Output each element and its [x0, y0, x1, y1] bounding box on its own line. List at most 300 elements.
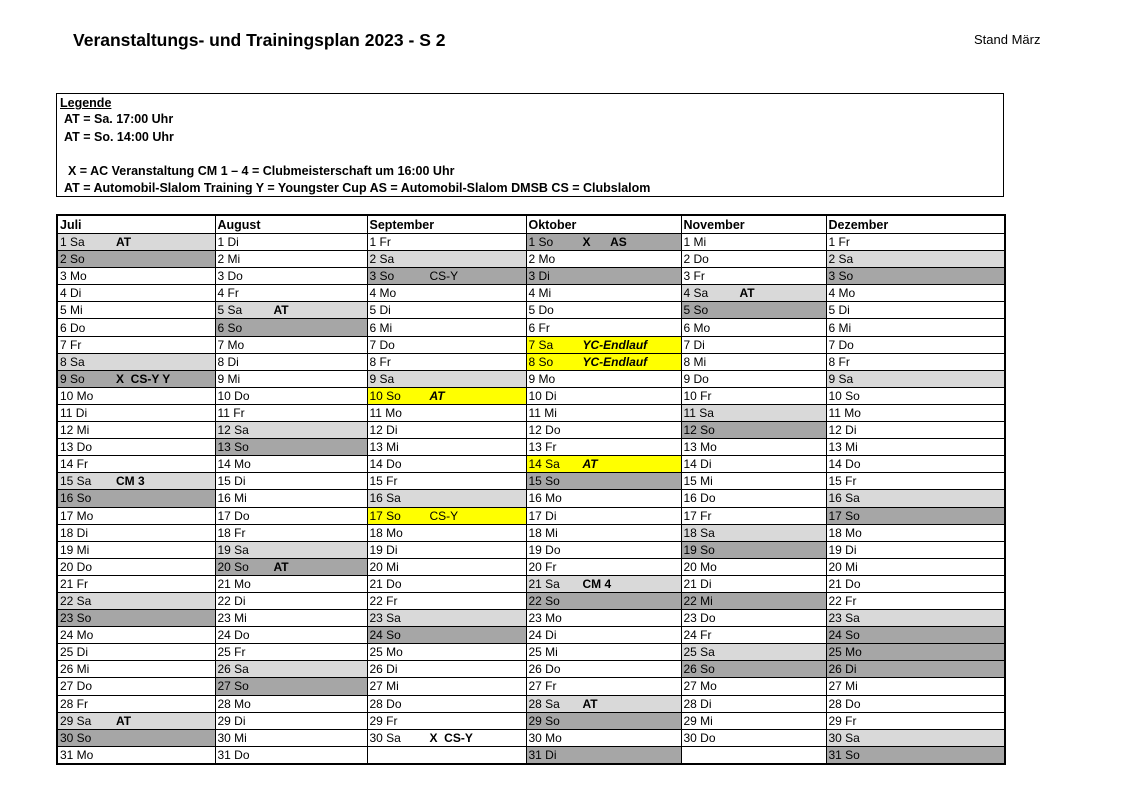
day-cell — [826, 712, 1005, 729]
day-label: 3 So — [828, 269, 854, 284]
day-label: 30 Sa — [369, 730, 401, 745]
day-label: 19 Do — [528, 542, 561, 557]
day-label: 7 Fr — [60, 337, 82, 352]
day-cell — [57, 336, 215, 353]
legend-title: Legende — [60, 96, 112, 110]
event-note: AT — [582, 696, 598, 711]
day-label: 22 Fr — [369, 594, 398, 609]
day-label: 21 Di — [683, 576, 712, 591]
day-cell — [526, 712, 681, 729]
table-row — [57, 319, 1005, 336]
day-label: 5 Sa — [217, 303, 243, 318]
table-row — [57, 541, 1005, 558]
day-cell — [826, 353, 1005, 370]
day-label: 25 Di — [60, 645, 89, 660]
day-cell — [826, 575, 1005, 592]
day-label: 17 Fr — [683, 508, 712, 523]
day-label: 10 Di — [528, 388, 557, 403]
day-label: 27 Fr — [528, 679, 557, 694]
day-label: 16 Mo — [528, 491, 562, 506]
day-label: 11 Sa — [683, 405, 714, 420]
event-note: AT — [429, 388, 445, 403]
day-cell — [681, 524, 826, 541]
day-label: 20 So — [217, 559, 249, 574]
table-row — [57, 661, 1005, 678]
day-label: 31 Di — [528, 747, 557, 762]
day-cell — [826, 627, 1005, 644]
day-cell — [826, 729, 1005, 746]
day-cell — [367, 678, 526, 695]
day-cell — [215, 678, 367, 695]
day-label: 30 Mi — [217, 730, 247, 745]
day-cell — [826, 695, 1005, 712]
day-label: 9 Do — [683, 371, 709, 386]
day-label: 7 Di — [683, 337, 705, 352]
day-cell — [826, 422, 1005, 439]
day-label: 23 Mi — [217, 611, 247, 626]
day-cell — [57, 387, 215, 404]
day-cell — [57, 370, 215, 387]
day-label: 16 So — [60, 491, 92, 506]
day-label: 24 Do — [217, 628, 250, 643]
day-cell — [826, 439, 1005, 456]
table-row — [57, 336, 1005, 353]
day-label: 28 Di — [683, 696, 712, 711]
day-label: 20 Mi — [828, 559, 858, 574]
day-label: 26 Di — [369, 662, 398, 677]
day-cell — [826, 370, 1005, 387]
table-row — [57, 456, 1005, 473]
day-cell — [681, 234, 826, 251]
day-cell — [215, 592, 367, 609]
day-label: 28 Fr — [60, 696, 89, 711]
day-label: 4 Fr — [217, 286, 239, 301]
legend-line: AT = Automobil-Slalom Training Y = Youngster Cup AS = Automobil-Slalom DMSB CS = Clubslalom — [64, 181, 651, 195]
day-cell — [367, 473, 526, 490]
day-cell — [215, 285, 367, 302]
day-label: 14 Do — [828, 457, 861, 472]
day-cell — [526, 336, 681, 353]
event-note: AT — [582, 457, 598, 472]
day-label: 2 Sa — [369, 252, 395, 267]
day-label: 9 Sa — [369, 371, 395, 386]
day-label: 2 Do — [683, 252, 709, 267]
day-cell — [367, 336, 526, 353]
day-label: 13 Fr — [528, 440, 557, 455]
day-label: 25 Sa — [683, 645, 715, 660]
day-cell — [367, 268, 526, 285]
day-cell — [681, 592, 826, 609]
day-label: 10 Fr — [683, 388, 712, 403]
day-cell — [526, 592, 681, 609]
day-cell — [367, 661, 526, 678]
table-row — [57, 251, 1005, 268]
day-cell — [826, 490, 1005, 507]
day-cell — [367, 541, 526, 558]
day-cell — [526, 353, 681, 370]
day-cell — [826, 592, 1005, 609]
day-label: 28 Do — [828, 696, 861, 711]
day-cell — [57, 404, 215, 421]
day-cell — [526, 422, 681, 439]
day-label: 24 Fr — [683, 628, 712, 643]
day-label: 16 Mi — [217, 491, 247, 506]
day-label: 11 Mo — [828, 405, 861, 420]
event-note: X CS-Y Y — [116, 371, 171, 386]
day-cell — [57, 627, 215, 644]
day-label: 17 Di — [528, 508, 557, 523]
table-row — [57, 627, 1005, 644]
day-cell — [526, 627, 681, 644]
day-cell — [57, 610, 215, 627]
table-row — [57, 592, 1005, 609]
day-label: 18 Mo — [369, 525, 403, 540]
day-cell — [826, 507, 1005, 524]
table-row — [57, 695, 1005, 712]
day-label: 29 Di — [217, 713, 246, 728]
day-cell — [826, 285, 1005, 302]
day-cell — [681, 610, 826, 627]
event-note: CS-Y — [429, 269, 459, 284]
day-cell — [681, 251, 826, 268]
day-cell — [215, 541, 367, 558]
day-label: 4 Sa — [683, 286, 709, 301]
day-label: 8 So — [528, 354, 554, 369]
day-label: 31 Do — [217, 747, 250, 762]
day-cell — [367, 644, 526, 661]
day-label: 28 Do — [369, 696, 402, 711]
day-label: 1 Di — [217, 235, 239, 250]
day-label: 30 Sa — [828, 730, 860, 745]
day-label: 7 Mo — [217, 337, 245, 352]
day-cell — [367, 490, 526, 507]
day-cell — [526, 251, 681, 268]
day-cell — [367, 353, 526, 370]
day-cell — [57, 490, 215, 507]
day-cell — [57, 439, 215, 456]
day-label: 8 Sa — [60, 354, 85, 369]
day-cell — [826, 644, 1005, 661]
day-cell — [826, 336, 1005, 353]
day-cell — [367, 387, 526, 404]
day-label: 19 Mi — [60, 542, 90, 557]
day-cell — [681, 729, 826, 746]
day-label: 26 Mi — [60, 662, 90, 677]
day-cell — [681, 661, 826, 678]
day-label: 25 Mo — [369, 645, 403, 660]
day-cell — [826, 610, 1005, 627]
day-label: 20 Fr — [528, 559, 557, 574]
day-label: 27 Mo — [683, 679, 717, 694]
day-label: 5 So — [683, 303, 709, 318]
legend-line: X = AC Veranstaltung CM 1 – 4 = Clubmeisterschaft um 16:00 Uhr — [68, 164, 455, 178]
day-cell — [215, 302, 367, 319]
day-cell — [367, 695, 526, 712]
day-cell — [367, 251, 526, 268]
day-label: 4 Di — [60, 286, 82, 301]
day-cell — [681, 746, 826, 764]
day-cell — [681, 302, 826, 319]
day-label: 26 So — [683, 662, 715, 677]
day-cell — [215, 387, 367, 404]
day-cell — [215, 234, 367, 251]
table-row — [57, 610, 1005, 627]
day-label: 29 So — [528, 713, 560, 728]
day-label: 13 So — [217, 440, 249, 455]
table-row — [57, 439, 1005, 456]
day-label: 8 Fr — [828, 354, 850, 369]
day-label: 19 So — [683, 542, 715, 557]
day-cell — [526, 746, 681, 764]
day-cell — [826, 678, 1005, 695]
day-label: 1 Fr — [369, 235, 391, 250]
day-cell — [57, 558, 215, 575]
day-cell — [681, 558, 826, 575]
day-cell — [681, 490, 826, 507]
day-label: 7 Sa — [528, 337, 554, 352]
table-row — [57, 404, 1005, 421]
day-cell — [215, 644, 367, 661]
day-cell — [215, 558, 367, 575]
event-note: CM 3 — [116, 474, 145, 489]
day-cell — [367, 746, 526, 764]
day-label: 26 Sa — [217, 662, 249, 677]
day-label: 14 Di — [683, 457, 712, 472]
day-cell — [826, 302, 1005, 319]
day-cell — [526, 302, 681, 319]
day-cell — [57, 541, 215, 558]
day-label: 23 Sa — [828, 611, 860, 626]
day-cell — [526, 456, 681, 473]
day-cell — [526, 507, 681, 524]
day-cell — [681, 507, 826, 524]
day-label: 30 So — [60, 730, 92, 745]
month-header-3: Oktober — [526, 215, 681, 234]
table-row — [57, 422, 1005, 439]
day-cell — [526, 319, 681, 336]
day-cell — [826, 661, 1005, 678]
day-cell — [367, 524, 526, 541]
day-label: 18 Di — [60, 525, 89, 540]
event-note: CM 4 — [582, 576, 612, 591]
day-label: 24 Di — [528, 628, 557, 643]
day-label: 10 So — [828, 388, 860, 403]
day-cell — [367, 404, 526, 421]
day-label: 22 Di — [217, 594, 246, 609]
day-label: 6 Mi — [369, 320, 393, 335]
day-label: 2 So — [60, 252, 85, 267]
table-row — [57, 712, 1005, 729]
table-row — [57, 387, 1005, 404]
day-cell — [57, 268, 215, 285]
day-cell — [215, 353, 367, 370]
day-cell — [215, 490, 367, 507]
day-cell — [57, 575, 215, 592]
event-note: YC-Endlauf — [582, 354, 648, 369]
day-cell — [215, 524, 367, 541]
day-cell — [826, 456, 1005, 473]
day-cell — [57, 456, 215, 473]
legend-line: AT = So. 14:00 Uhr — [64, 130, 174, 144]
table-row — [57, 507, 1005, 524]
day-cell — [57, 285, 215, 302]
day-cell — [57, 234, 215, 251]
day-cell — [681, 353, 826, 370]
day-label: 24 So — [369, 628, 401, 643]
day-cell — [826, 473, 1005, 490]
day-cell — [681, 712, 826, 729]
day-cell — [526, 541, 681, 558]
day-label: 27 Mi — [828, 679, 858, 694]
day-cell — [826, 524, 1005, 541]
day-label: 10 Mo — [60, 388, 94, 403]
day-label: 5 Mi — [60, 303, 83, 318]
day-label: 28 Sa — [528, 696, 560, 711]
day-cell — [215, 319, 367, 336]
day-label: 10 So — [369, 388, 401, 403]
day-label: 14 Sa — [528, 457, 560, 472]
day-cell — [681, 541, 826, 558]
day-label: 13 Mi — [828, 440, 858, 455]
day-label: 8 Mi — [683, 354, 707, 369]
day-label: 1 Fr — [828, 235, 850, 250]
day-cell — [367, 370, 526, 387]
month-header-4: November — [681, 215, 826, 234]
day-cell — [526, 644, 681, 661]
day-cell — [57, 319, 215, 336]
day-cell — [826, 319, 1005, 336]
day-cell — [681, 285, 826, 302]
day-label: 24 So — [828, 628, 860, 643]
day-label: 5 Di — [369, 303, 391, 318]
day-label: 25 Mo — [828, 645, 862, 660]
table-row — [57, 302, 1005, 319]
day-label: 27 Mi — [369, 679, 399, 694]
day-label: 31 Mo — [60, 747, 94, 762]
day-cell — [367, 558, 526, 575]
day-label: 6 Fr — [528, 320, 550, 335]
day-label: 12 Di — [828, 423, 857, 438]
day-label: 9 Mo — [528, 371, 556, 386]
day-cell — [681, 268, 826, 285]
table-row — [57, 353, 1005, 370]
day-label: 14 Fr — [60, 457, 89, 472]
day-cell — [57, 251, 215, 268]
day-label: 4 Mi — [528, 286, 552, 301]
day-cell — [215, 336, 367, 353]
day-label: 1 Mi — [683, 235, 707, 250]
table-row — [57, 575, 1005, 592]
day-cell — [57, 473, 215, 490]
day-cell — [526, 268, 681, 285]
day-label: 15 Fr — [369, 474, 398, 489]
calendar-table — [56, 214, 1006, 765]
day-cell — [526, 575, 681, 592]
day-label: 2 Mo — [528, 252, 556, 267]
day-cell — [681, 422, 826, 439]
day-label: 5 Di — [828, 303, 850, 318]
day-label: 19 Di — [369, 542, 398, 557]
table-row — [57, 644, 1005, 661]
day-cell — [215, 661, 367, 678]
table-row — [57, 268, 1005, 285]
day-label: 7 Do — [828, 337, 854, 352]
day-cell — [826, 251, 1005, 268]
day-label: 2 Mi — [217, 252, 241, 267]
day-cell — [526, 490, 681, 507]
day-cell — [826, 746, 1005, 764]
day-cell — [57, 422, 215, 439]
day-cell — [681, 473, 826, 490]
day-cell — [215, 268, 367, 285]
day-label: 10 Do — [217, 388, 250, 403]
day-label: 18 Mo — [828, 525, 862, 540]
month-header-5: Dezember — [826, 215, 1005, 234]
event-note: AT — [116, 235, 132, 250]
day-label: 11 Di — [60, 405, 88, 420]
day-label: 13 Do — [60, 440, 93, 455]
day-cell — [57, 302, 215, 319]
day-cell — [367, 592, 526, 609]
event-note: YC-Endlauf — [582, 337, 648, 352]
table-row — [57, 473, 1005, 490]
day-label: 26 Do — [528, 662, 561, 677]
day-label: 9 So — [60, 371, 85, 386]
day-cell — [57, 592, 215, 609]
month-header-0: Juli — [57, 215, 215, 234]
day-label: 21 Sa — [528, 576, 560, 591]
day-cell — [367, 627, 526, 644]
day-cell — [681, 336, 826, 353]
day-cell — [215, 610, 367, 627]
day-label: 14 Do — [369, 457, 402, 472]
day-cell — [826, 234, 1005, 251]
table-row — [57, 524, 1005, 541]
day-cell — [526, 678, 681, 695]
day-cell — [215, 251, 367, 268]
day-cell — [526, 473, 681, 490]
legend-line: AT = Sa. 17:00 Uhr — [64, 112, 174, 126]
day-label: 27 Do — [60, 679, 93, 694]
day-label: 4 Mo — [369, 286, 397, 301]
day-label: 26 Di — [828, 662, 857, 677]
day-label: 13 Mo — [683, 440, 717, 455]
day-label: 30 Do — [683, 730, 716, 745]
day-label: 12 Di — [369, 423, 398, 438]
day-cell — [57, 678, 215, 695]
day-cell — [367, 610, 526, 627]
day-label: 29 Fr — [369, 713, 398, 728]
day-label: 23 Mo — [528, 611, 562, 626]
day-label: 16 Sa — [369, 491, 401, 506]
day-cell — [367, 575, 526, 592]
day-cell — [681, 404, 826, 421]
day-cell — [526, 558, 681, 575]
day-label: 7 Do — [369, 337, 395, 352]
event-note: AT — [116, 713, 132, 728]
table-row — [57, 234, 1005, 251]
day-label: 21 Fr — [60, 576, 89, 591]
day-cell — [526, 370, 681, 387]
day-label: 11 Mi — [528, 405, 557, 420]
day-cell — [681, 319, 826, 336]
day-label: 12 So — [683, 423, 715, 438]
day-label: 11 Mo — [369, 405, 402, 420]
day-label: 23 Sa — [369, 611, 401, 626]
day-cell — [367, 285, 526, 302]
day-label: 3 Di — [528, 269, 550, 284]
day-cell — [215, 507, 367, 524]
